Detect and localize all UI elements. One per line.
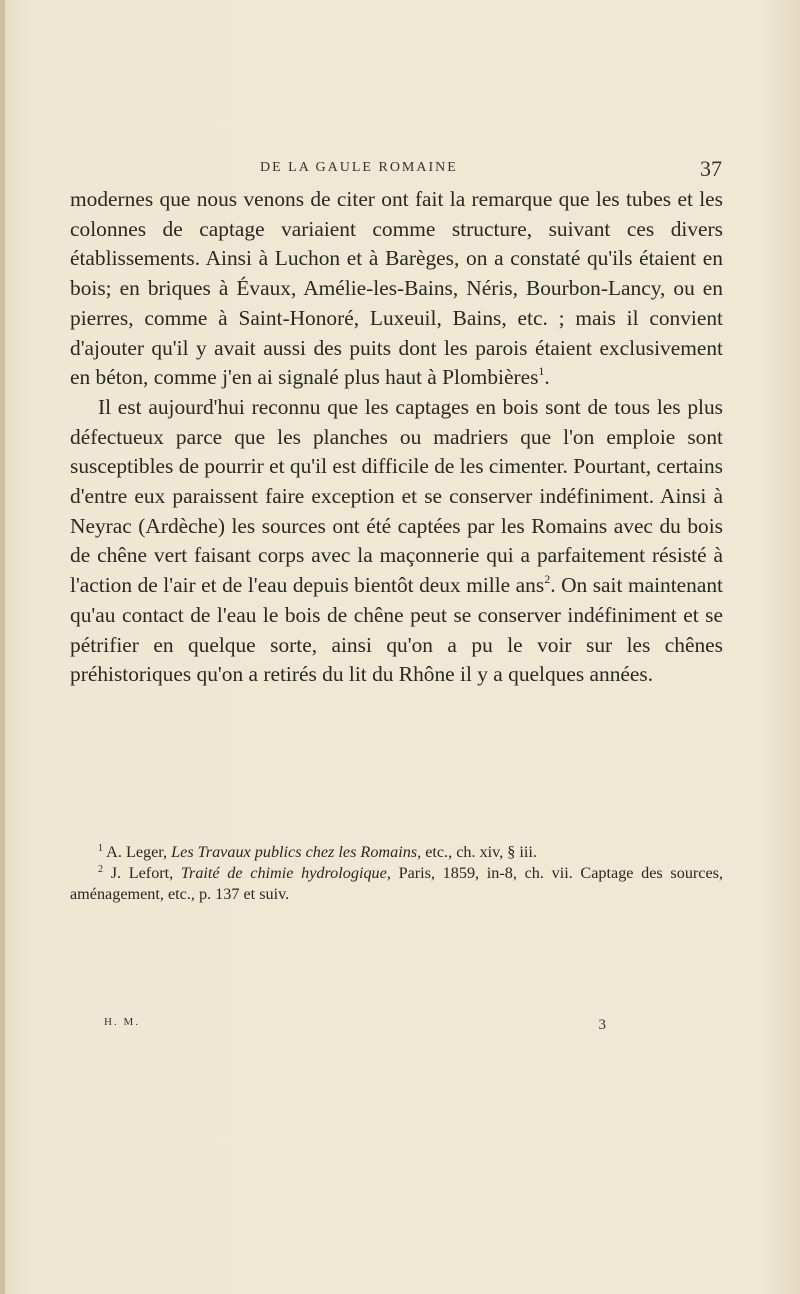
- running-title: DE LA GAULE ROMAINE: [260, 160, 458, 175]
- footnote: [70, 842, 723, 863]
- footnote-author: A. Leger,: [106, 843, 172, 861]
- paragraph: [70, 185, 723, 393]
- page-edge: [0, 0, 5, 1294]
- paragraph-text: modernes que nous venons de citer ont fait la remarque que les tubes et les colonnes de captage variaient comme structure, suivant ces divers établissements. Ainsi à Luchon et à Barèges, on a constaté qu'ils étaient en bois; en briques à Évaux, Amélie-les-Bains, Néris, Bourbon-Lancy, ou en pierres, comme à Saint-Honoré, Luxeuil, Bains, etc. ; mais il convient d'ajouter qu'il y avait aussi des puits dont les parois étaient exclusivement en béton, comme j'en ai signalé plus haut à Plombières: [70, 187, 723, 390]
- footnote-reference: 1: [538, 364, 545, 379]
- body-text: [70, 185, 723, 690]
- paragraph-text: .: [544, 365, 550, 390]
- page-footer: [104, 1016, 606, 1038]
- footnote-author: J. Lefort,: [110, 864, 181, 882]
- footnote-marker: 1: [98, 843, 103, 854]
- footnotes: [70, 842, 723, 905]
- footnote-reference: 2: [544, 572, 551, 587]
- footnote-title: Traité de chimie hydrologique: [180, 864, 387, 882]
- footnote-details: , Paris, 1859, in-8, ch. vii. Captage des sources, aménagement, etc., p. 137 et suiv.: [70, 864, 724, 903]
- page-number: 37: [700, 156, 722, 181]
- footnote-details: , etc., ch. xiv, § iii.: [417, 843, 537, 861]
- sheet-number: 3: [598, 1017, 606, 1033]
- paragraph-text: Il est aujourd'hui reconnu que les captages en bois sont de tous les plus défectueux parce que les planches ou madriers que l'on emploie sont susceptibles de pourrir et qu'il est difficile de les cimenter. Pourtant, certains d'entre eux paraissent faire exception et se conserver indéfiniment. Ainsi à Neyrac (Ardèche) les sources ont été captées par les Romains avec du bois de chêne vert faisant corps avec la maçonnerie qui a parfaitement résisté à l'action de l'air et de l'eau depuis bientôt deux mille ans: [70, 394, 723, 598]
- footnote-marker: 2: [98, 864, 103, 875]
- footnote-title: Les Travaux publics chez les Romains: [171, 843, 418, 861]
- paragraph: [70, 393, 723, 690]
- signature-mark: H. M.: [104, 1016, 140, 1028]
- footnote: [70, 863, 723, 905]
- paragraph-text: . On sait maintenant qu'au contact de l'eau le bois de chêne peut se conserver indéfiniment et se pétrifier en quelque sorte, ainsi qu'on a pu le voir sur les chênes préhistoriques qu'on a retirés du lit du Rhône il y a quelques années.: [70, 573, 723, 687]
